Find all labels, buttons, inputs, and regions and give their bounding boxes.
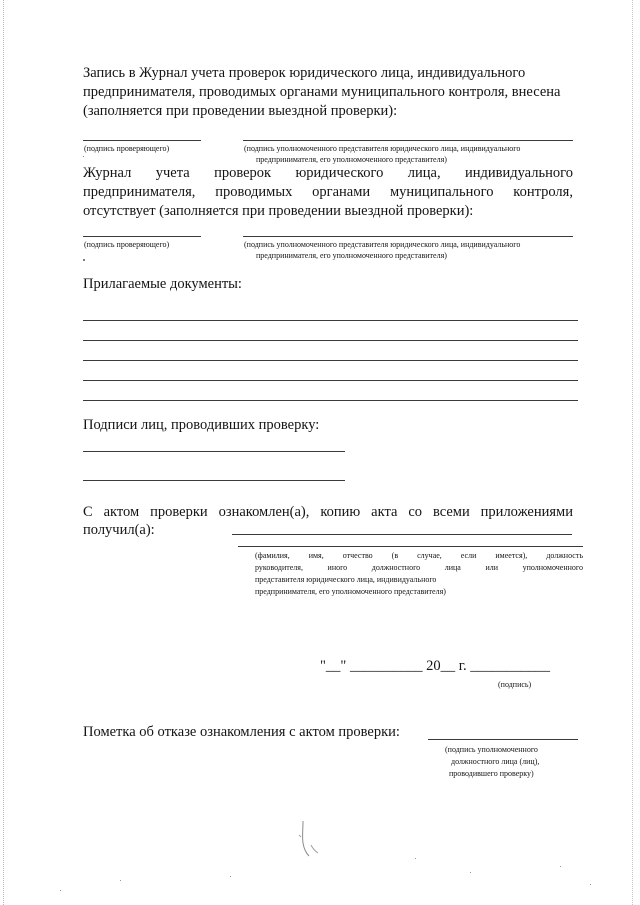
inspector-caption-1: (подпись проверяющего) (84, 144, 170, 153)
word: учета (155, 165, 190, 181)
attached-documents-line-1 (83, 320, 578, 321)
word: если (460, 551, 477, 560)
word: С (83, 504, 93, 520)
scan-speck (415, 858, 416, 859)
word: всеми (432, 504, 470, 520)
inspector-caption-2: (подпись проверяющего) (84, 240, 170, 249)
word: или (485, 563, 499, 572)
word: имеется), (495, 551, 528, 560)
word: муниципального (389, 184, 494, 200)
handwritten-mark (285, 815, 335, 865)
date-signature-line: "__" __________ 20__ г. ___________ (320, 658, 551, 674)
acquainted-line-2: получил(а): (83, 522, 155, 538)
acquainted-name-line-1 (232, 534, 572, 535)
scan-speck (60, 890, 61, 891)
word: приложениями (480, 504, 573, 520)
acquainted-caption-line-3: представителя юридического лица, индивидуального (255, 575, 437, 584)
acquainted-caption-line-4: предпринимателя, его уполномоченного представителя) (255, 587, 446, 596)
word: лица (444, 563, 461, 572)
word: контроля, (513, 184, 573, 200)
scan-dot (83, 156, 84, 157)
scan-speck (560, 866, 561, 867)
refusal-signature-line (428, 739, 578, 740)
attached-documents-line-4 (83, 380, 578, 381)
scan-dot (83, 259, 85, 261)
word: ознакомлен(а), (218, 504, 310, 520)
attached-documents-line-5 (83, 400, 578, 401)
word: проводимых (215, 184, 293, 200)
representative-caption-2b: предпринимателя, его уполномоченного представителя) (256, 251, 447, 260)
attached-documents-line-2 (83, 340, 578, 341)
attached-documents-line-3 (83, 360, 578, 361)
word: (фамилия, (255, 551, 290, 560)
word: проверок (214, 165, 272, 181)
word: должность (546, 551, 583, 560)
scan-speck (120, 880, 121, 881)
word: индивидуального (464, 165, 573, 181)
word: отчество (342, 551, 373, 560)
acquainted-name-line-2 (238, 546, 583, 547)
word: актом (103, 504, 140, 520)
word: должностного (371, 563, 421, 572)
scan-edge-right (632, 0, 634, 905)
refusal-label: Пометка об отказе ознакомления с актом проверки: (83, 724, 400, 740)
word: (в (391, 551, 399, 560)
scan-speck (230, 876, 231, 877)
acquainted-caption-line-2 (255, 562, 583, 573)
inspector-signature-line-2 (83, 236, 201, 237)
representative-caption-2a: (подпись уполномоченного представителя юридического лица, индивидуального (244, 240, 521, 249)
word: имя, (308, 551, 324, 560)
word: лица, (407, 165, 441, 181)
inspector-signature-field-1 (83, 451, 345, 452)
word: органами (312, 184, 371, 200)
scan-speck (470, 872, 471, 873)
word: руководителя, (255, 563, 303, 572)
scan-speck (590, 884, 591, 885)
representative-signature-line-1 (243, 140, 573, 141)
acquainted-caption-line-1 (255, 550, 583, 561)
journal-absent-line-2 (83, 183, 573, 202)
signature-caption: (подпись) (498, 680, 532, 689)
inspector-signature-field-2 (83, 480, 345, 481)
word: предпринимателя, (83, 184, 196, 200)
refusal-caption-line-1: (подпись уполномоченного (445, 745, 538, 754)
inspector-signatures-heading: Подписи лиц, проводивших проверку: (83, 417, 320, 433)
representative-signature-line-2 (243, 236, 573, 237)
word: копию (320, 504, 361, 520)
refusal-caption-line-3: проводившего проверку) (449, 769, 534, 778)
representative-caption-1b: предпринимателя, его уполномоченного представителя) (256, 155, 447, 164)
word: Журнал (83, 165, 132, 181)
scan-edge-left (3, 0, 5, 905)
refusal-caption-line-2: должностного лица (лиц), (451, 757, 540, 766)
attached-documents-heading: Прилагаемые документы: (83, 276, 242, 292)
journal-entry-line-2: предпринимателя, проводимых органами муниципального контроля, внесена (83, 84, 561, 100)
word: случае, (417, 551, 442, 560)
word: юридического (295, 165, 384, 181)
word: со (408, 504, 423, 520)
journal-absent-line-3: отсутствует (заполняется при проведении выездной проверки): (83, 203, 474, 219)
acquainted-line-1 (83, 503, 573, 522)
journal-absent-line-1 (83, 164, 573, 183)
word: уполномоченного (522, 563, 583, 572)
representative-caption-1a: (подпись уполномоченного представителя юридического лица, индивидуального (244, 144, 521, 153)
journal-entry-line-1: Запись в Журнал учета проверок юридического лица, индивидуального (83, 65, 526, 81)
inspector-signature-line-1 (83, 140, 201, 141)
word: иного (327, 563, 348, 572)
word: проверки (150, 504, 208, 520)
word: акта (371, 504, 398, 520)
journal-entry-line-3: (заполняется при проведении выездной проверки): (83, 103, 398, 119)
